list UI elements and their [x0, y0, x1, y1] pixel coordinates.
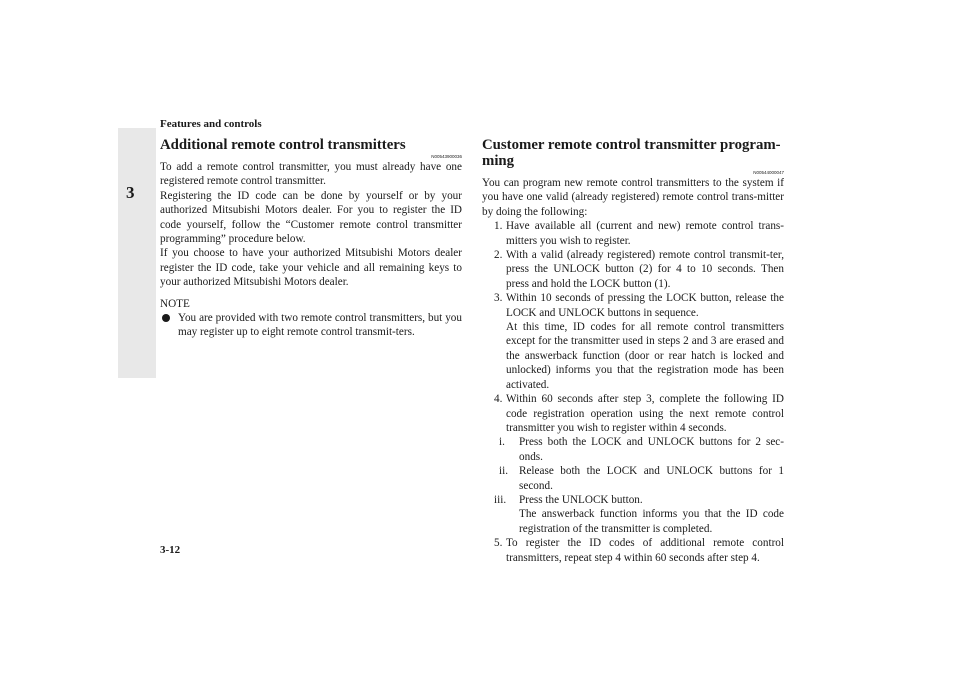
step-text: To register the ID codes of additional remote control transmitters, repeat step 4 within 60 seconds after step 4.: [506, 537, 784, 564]
paragraph: To add a remote control transmitter, you must already have one registered remote control transmitter.: [160, 161, 462, 188]
step-text: Have available all (current and new) remote control trans-mitters you wish to register.: [506, 220, 784, 247]
list-item: [482, 219, 784, 248]
section-heading-customer-programming: Customer remote control transmitter program-ming: [482, 137, 781, 169]
note-label: NOTE: [160, 297, 190, 310]
list-item: [482, 291, 784, 392]
paragraph: If you choose to have your authorized Mitsubishi Motors dealer register the ID code, take your vehicle and all remaining keys to your authorized Mitsubishi Motors dealer.: [160, 247, 462, 289]
list-item: [482, 392, 784, 435]
sub-step: [482, 435, 784, 464]
note-text: You are provided with two remote control transmitters, but you may register up to eight remote control transmit-ters.: [178, 312, 462, 339]
step-text: Within 10 seconds of pressing the LOCK button, release the LOCK and UNLOCK buttons in sequence.: [506, 292, 784, 319]
sub-step-text: Press the UNLOCK button.: [519, 493, 643, 506]
left-column: [160, 137, 462, 340]
sub-step: [482, 493, 784, 536]
sub-step-text: Release both the LOCK and UNLOCK buttons for 1 second.: [519, 465, 784, 492]
bullet-icon: [162, 314, 170, 322]
list-item: [482, 536, 784, 565]
sub-step-text: Press both the LOCK and UNLOCK buttons for 2 sec-onds.: [519, 436, 784, 463]
page-number: 3-12: [160, 544, 181, 556]
paragraph: Registering the ID code can be done by yourself or by your authorized Mitsubishi Motors dealer. For you to register the ID code yourself, follow the “Customer remote control transmitter programming” procedure below.: [160, 189, 462, 246]
sub-step-detail: The answerback function informs you that the ID code registration of the transmitter is completed.: [519, 508, 784, 535]
step-number: 5.: [494, 537, 503, 550]
sub-step: [482, 464, 784, 493]
section-header: Features and controls: [160, 118, 262, 130]
list-item: [482, 248, 784, 291]
step-number: 3.: [494, 292, 503, 305]
step-text: With a valid (already registered) remote control transmit-ter, press the UNLOCK button (2) for 4 to 10 seconds. Then press and hold the LOCK button (1).: [506, 249, 784, 290]
right-column: [482, 137, 784, 565]
note-item: [160, 311, 462, 340]
sub-step-number: ii.: [499, 465, 509, 478]
step-text: Within 60 seconds after step 3, complete the following ID code registration operation using the next remote control transmitter you wish to register within 4 seconds.: [506, 393, 784, 434]
chapter-tab: [118, 128, 156, 378]
step-number: 1.: [494, 220, 503, 233]
reference-code: N00543900036: [431, 154, 462, 159]
reference-code: N00544000047: [753, 170, 784, 175]
step-number: 4.: [494, 393, 503, 406]
sub-step-number: i.: [499, 436, 505, 449]
intro-paragraph: You can program new remote control transmitters to the system if you have one valid (already registered) remote control trans-mitter by doing the following:: [482, 177, 784, 218]
step-number: 2.: [494, 249, 503, 262]
step-detail: At this time, ID codes for all remote control transmitters except for the transmitter used in steps 2 and 3 are erased and the answerback function (door or rear hatch is locked and unlocked) informs you that the registration mode has been activated.: [506, 321, 784, 391]
section-heading-additional-transmitters: Additional remote control transmitters: [160, 137, 406, 153]
sub-step-number: iii.: [494, 493, 507, 506]
chapter-number: 3: [126, 183, 135, 202]
